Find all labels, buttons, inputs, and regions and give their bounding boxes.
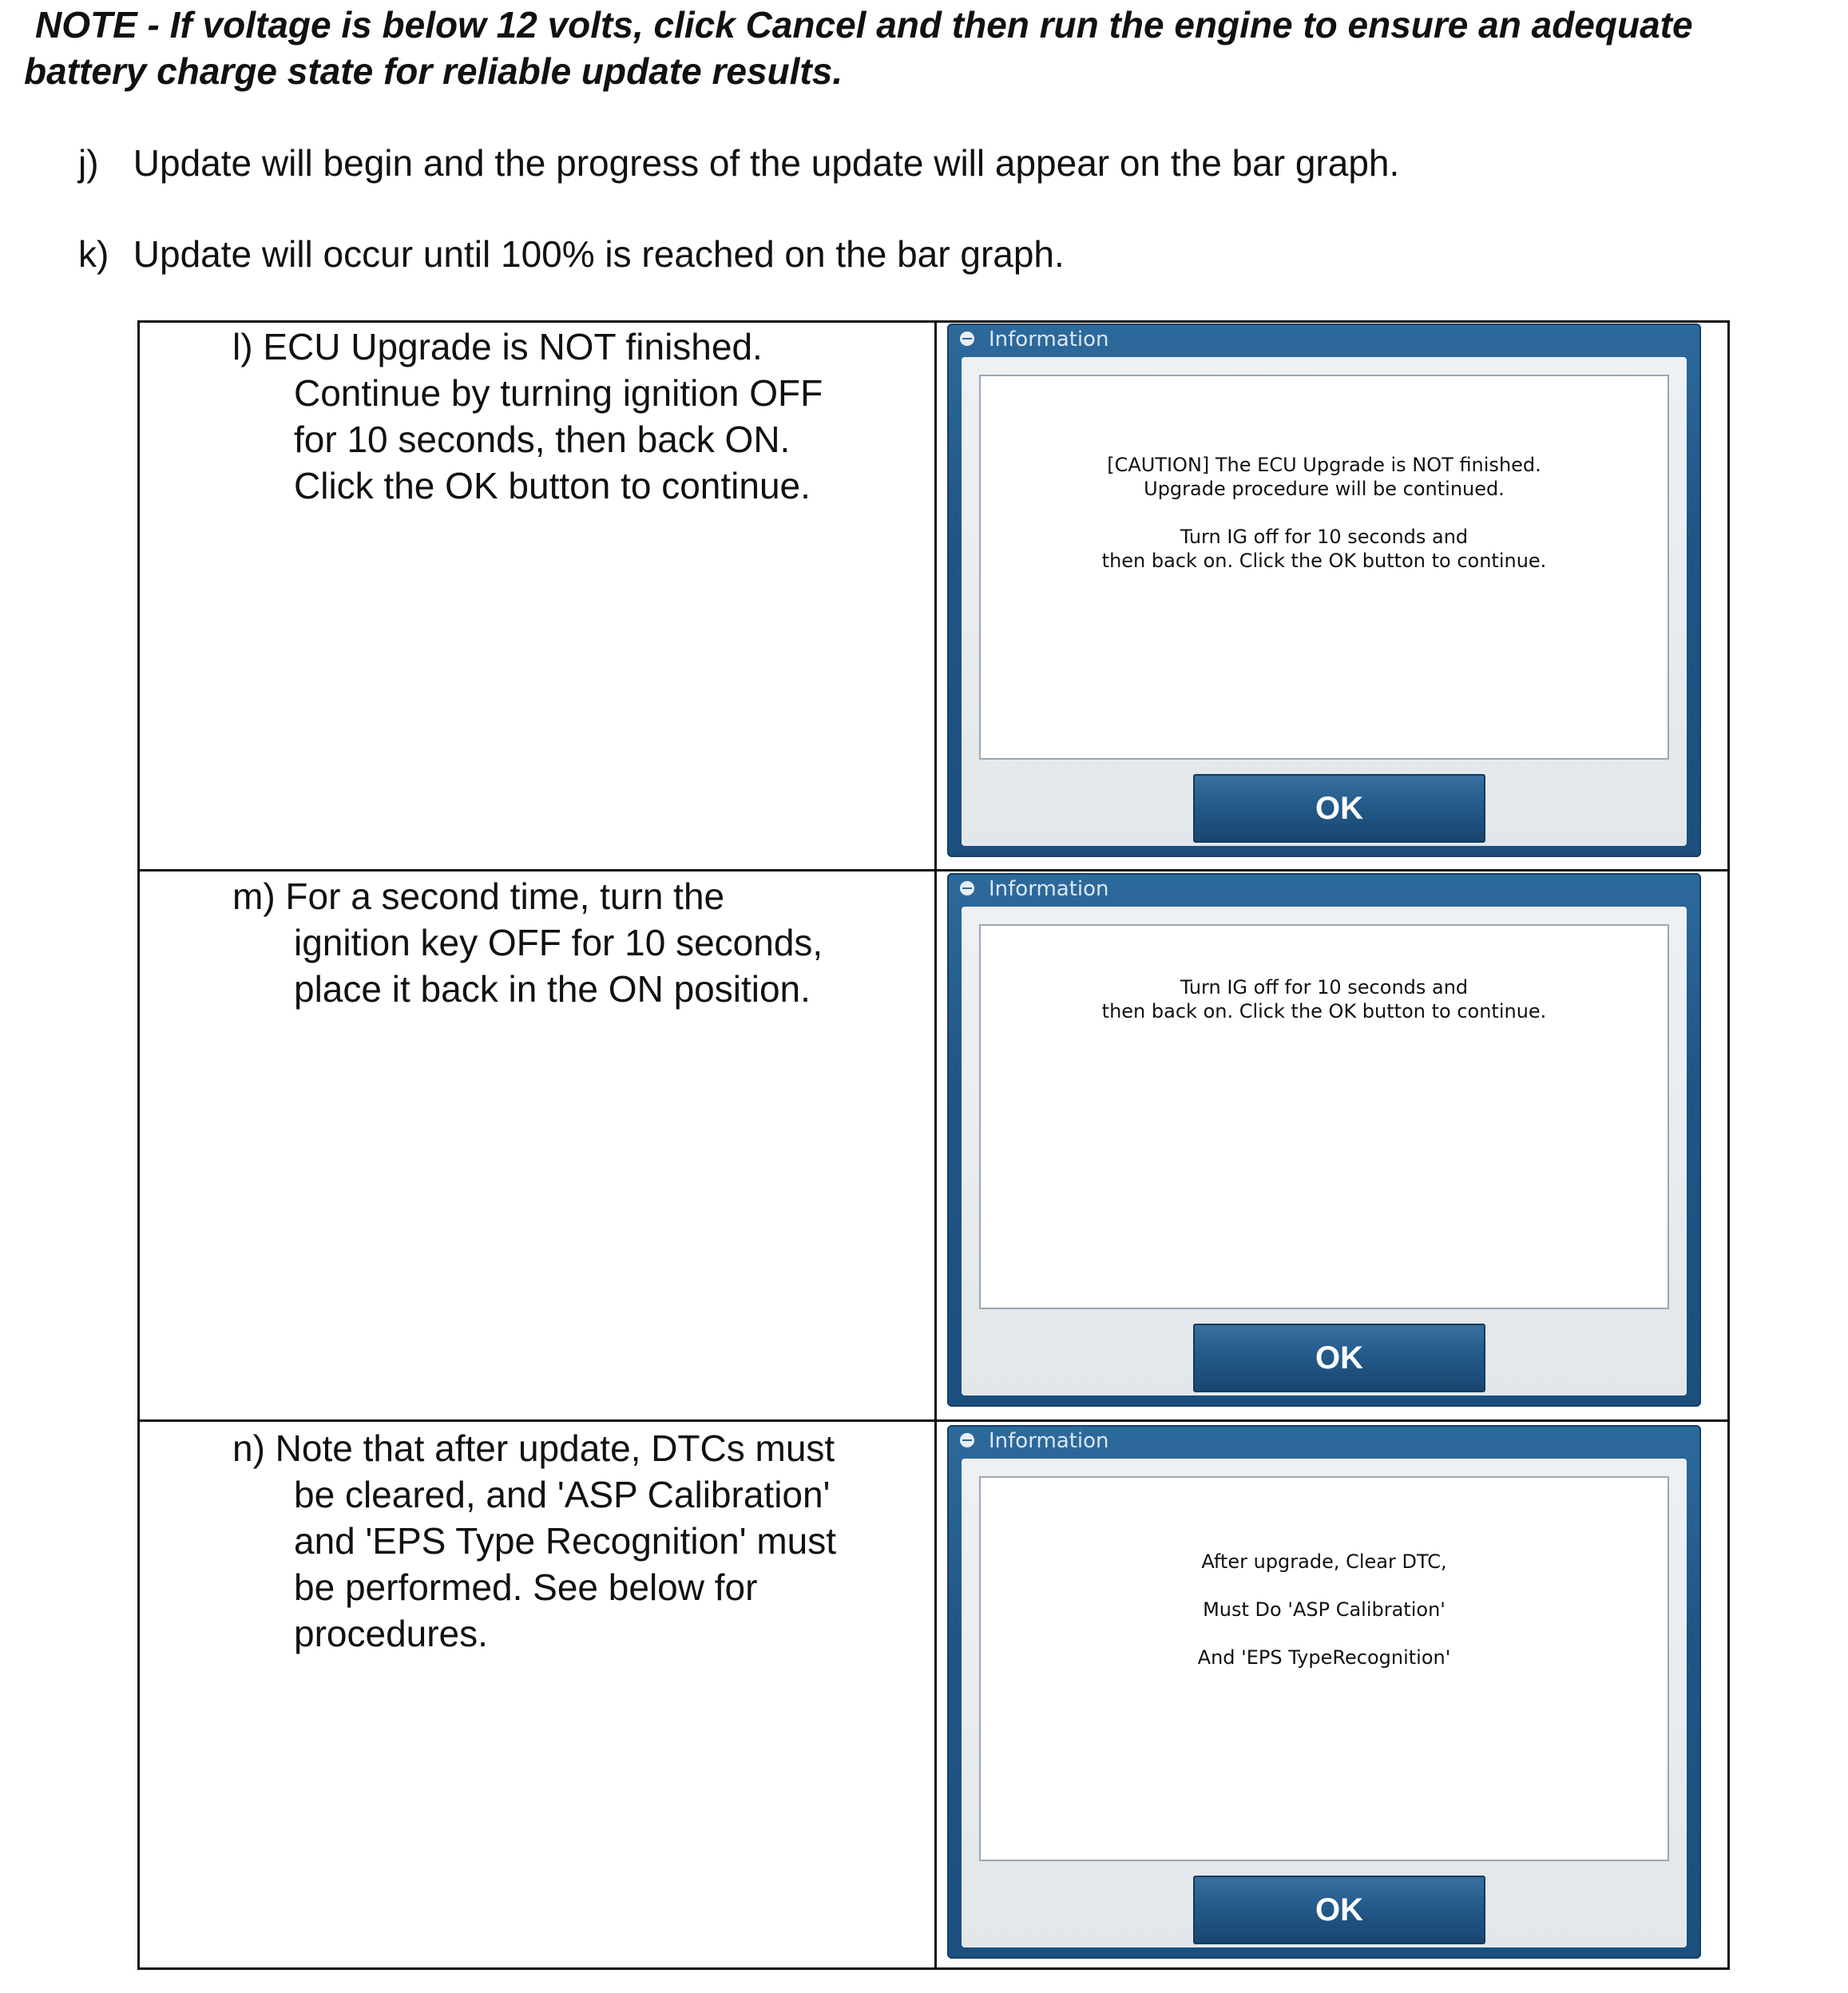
instruction-line: Click the OK button to continue.	[294, 465, 811, 506]
table-row-divider	[137, 1419, 1730, 1422]
instruction-m	[233, 873, 904, 1012]
message-line: After upgrade, Clear DTC,	[1201, 1550, 1447, 1573]
ok-button[interactable]: OK	[1193, 1876, 1485, 1944]
info-icon	[960, 1433, 974, 1447]
message-box	[979, 375, 1669, 760]
message-line: Turn IG off for 10 seconds and	[1180, 526, 1469, 548]
table-column-divider	[934, 320, 937, 1970]
instruction-line: Continue by turning ignition OFF	[294, 372, 823, 414]
dialog-panel	[962, 907, 1687, 1395]
dialog-panel	[962, 357, 1687, 846]
dialog-panel	[962, 1459, 1687, 1947]
instruction-line: be cleared, and 'ASP Calibration'	[294, 1474, 831, 1515]
table-row-divider	[137, 869, 1730, 871]
dialog-titlebar	[947, 873, 1701, 905]
dialog-titlebar	[947, 324, 1701, 355]
message-line: [CAUTION] The ECU Upgrade is NOT finished.	[1107, 454, 1541, 476]
instruction-line: and 'EPS Type Recognition' must	[294, 1520, 836, 1562]
message-box	[979, 1476, 1669, 1861]
dialog-titlebar	[947, 1425, 1701, 1457]
info-icon	[960, 881, 974, 895]
information-dialog-n	[947, 1425, 1701, 1959]
instruction-l	[233, 324, 904, 509]
message-line: Turn IG off for 10 seconds and	[1180, 976, 1469, 998]
message-line: And 'EPS TypeRecognition'	[1197, 1646, 1451, 1669]
message-line: then back on. Click the OK button to continue.	[1101, 1000, 1547, 1022]
information-dialog-l	[947, 324, 1701, 857]
step-j-label: j)	[78, 142, 99, 184]
instruction-line: m) For a second time, turn the	[232, 875, 725, 917]
step-k	[78, 232, 1065, 276]
message-line: Upgrade procedure will be continued.	[1144, 478, 1505, 500]
message-line: then back on. Click the OK button to continue.	[1101, 550, 1547, 572]
information-dialog-m	[947, 873, 1701, 1407]
step-j	[78, 141, 1399, 185]
dialog-title: Information	[989, 1429, 1109, 1453]
instruction-n	[233, 1425, 904, 1657]
instruction-line: be performed. See below for	[294, 1566, 758, 1608]
step-k-label: k)	[78, 233, 109, 275]
instruction-line: place it back in the ON position.	[294, 968, 811, 1010]
dialog-title: Information	[989, 328, 1109, 351]
instruction-line: l) ECU Upgrade is NOT finished.	[232, 326, 763, 367]
note-line-1: NOTE - If voltage is below 12 volts, click Cancel and then run the engine to ensure an adequate	[35, 4, 1693, 46]
instruction-line: n) Note that after update, DTCs must	[232, 1427, 835, 1469]
instruction-line: procedures.	[294, 1613, 488, 1654]
ok-button[interactable]: OK	[1193, 774, 1485, 843]
step-j-text: Update will begin and the progress of the update will appear on the bar graph.	[133, 142, 1400, 184]
info-icon	[960, 332, 974, 346]
message-line: Must Do 'ASP Calibration'	[1203, 1598, 1445, 1621]
instruction-line: ignition key OFF for 10 seconds,	[294, 922, 823, 963]
note-line-2: battery charge state for reliable update results.	[24, 50, 843, 92]
instruction-line: for 10 seconds, then back ON.	[294, 419, 791, 460]
note-block	[24, 2, 1848, 94]
message-box	[979, 924, 1669, 1309]
step-k-text: Update will occur until 100% is reached on the bar graph.	[133, 233, 1065, 275]
dialog-title: Information	[989, 877, 1109, 901]
ok-button[interactable]: OK	[1193, 1324, 1485, 1392]
